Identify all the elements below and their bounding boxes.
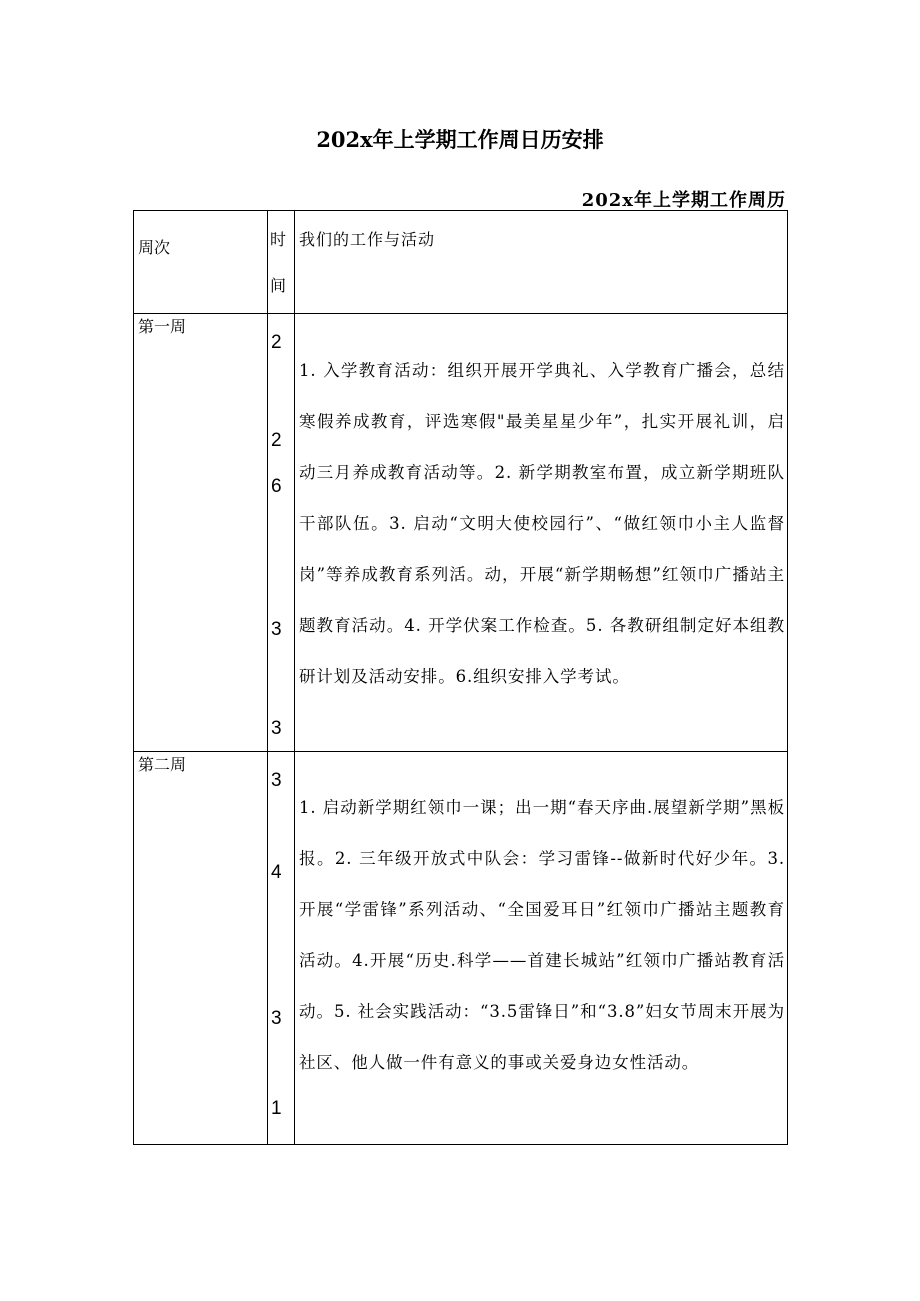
time-digit: 2 [271,332,282,353]
activities-cell [295,314,788,752]
time-digit: 2 [271,430,282,451]
schedule-table [133,210,788,1145]
time-digit: 1 [271,1098,282,1119]
activities-text: 1. 启动新学期红领巾一课；出一期“春天序曲.展望新学期”黑板报。2. 三年级开放式中队会：学习雷锋--做新时代好少年。3. 开展“学雷锋”系列活动、“全国爱耳日”红领巾广播站主题教育活动。4.开展“历史.科学——首建长城站”红领巾广播站教育活动。5. 社会实践活动：“3.5雷锋日”和“3.8”妇女节周末开展为社区、他人做一件有意义的事或关爱身边女性活动。 [299,798,785,1072]
header-activities-cell [295,211,788,314]
time-digit: 3 [271,1008,282,1029]
week-label: 第一周 [138,317,187,336]
time-digit: 3 [271,619,282,640]
week-cell [134,314,268,752]
header-week-cell [134,211,268,314]
document-title: 202x年上学期工作周日历安排 [316,127,604,152]
activities-text: 1. 入学教育活动：组织开展开学典礼、入学教育广播会，总结寒假养成教育，评选寒假"最美星星少年”，扎实开展礼训，启动三月养成教育活动等。2. 新学期教室布置，成立新学期班队干部队伍。3. 启动“文明大使校园行”、“做红领巾小主人监督岗”等养成教育系列活。动，开展“新学期畅想”红领巾广播站主题教育活动。4. 开学伏案工作检查。5. 各教研组制定好本组教研计划及活动安排。6.组织安排入学考试。 [299,361,785,686]
table-row [134,752,788,1145]
header-time-cell [268,211,295,314]
header-activities: 我们的工作与活动 [299,230,436,249]
header-time: 时间 [270,230,287,295]
time-cell [268,314,295,752]
week-label: 第二周 [138,755,187,774]
activities-cell [295,752,788,1145]
time-digit: 3 [271,770,282,791]
header-week: 周次 [138,238,171,257]
table-row [134,314,788,752]
document-subtitle: 202x年上学期工作周历 [581,190,786,211]
week-cell [134,752,268,1145]
time-digit: 4 [271,862,282,883]
time-digit: 3 [271,718,282,739]
time-cell [268,752,295,1145]
time-digit: 6 [271,476,282,497]
table-header-row [134,211,788,314]
